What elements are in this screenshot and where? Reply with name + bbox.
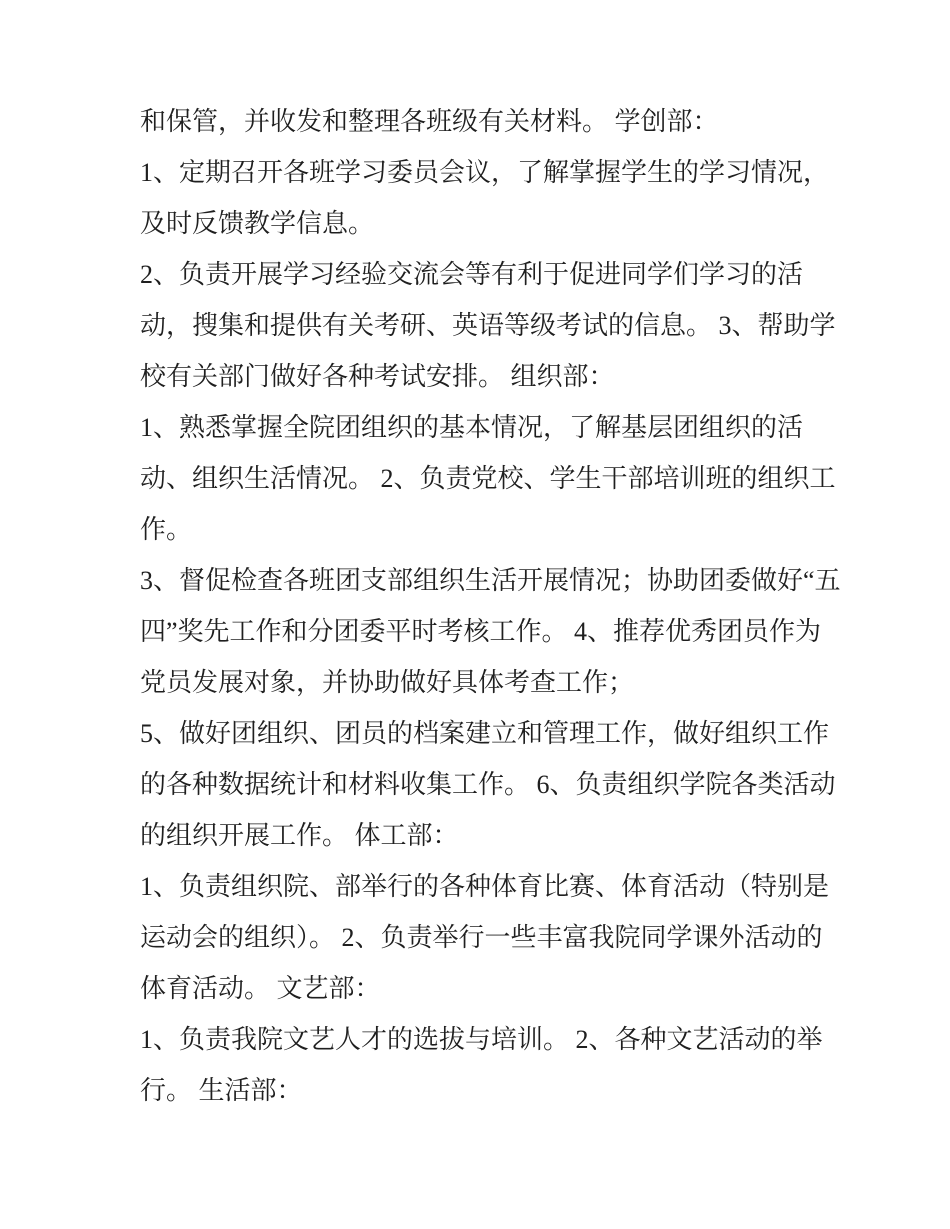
- text-line-6: 校有关部门做好各种考试安排。 组织部：: [140, 362, 615, 391]
- document-body: [140, 96, 841, 1116]
- text-line-10: 3、督促检查各班团支部组织生活开展情况；协助团委做好“五: [140, 566, 841, 595]
- text-line-11: 四”奖先工作和分团委平时考核工作。 4、推荐优秀团员作为: [140, 617, 822, 646]
- text-line-9: 作。: [140, 515, 193, 544]
- text-line-15: 的组织开展工作。 体工部：: [140, 821, 459, 850]
- text-line-19: 1、负责我院文艺人才的选拔与培训。 2、各种文艺活动的举: [140, 1025, 823, 1054]
- text-line-20: 行。 生活部：: [140, 1076, 303, 1105]
- text-line-13: 5、做好团组织、团员的档案建立和管理工作，做好组织工作: [140, 719, 830, 748]
- text-line-12: 党员发展对象，并协助做好具体考查工作；: [140, 668, 635, 697]
- text-line-1: 和保管，并收发和整理各班级有关材料。 学创部：: [140, 107, 719, 136]
- text-line-16: 1、负责组织院、部举行的各种体育比赛、体育活动（特别是: [140, 872, 830, 901]
- text-line-18: 体育活动。 文艺部：: [140, 974, 381, 1003]
- text-line-8: 动、组织生活情况。 2、负责党校、学生干部培训班的组织工: [140, 464, 836, 493]
- text-line-17: 运动会的组织）。 2、负责举行一些丰富我院同学课外活动的: [140, 923, 823, 952]
- text-line-14: 的各种数据统计和材料收集工作。 6、负责组织学院各类活动: [140, 770, 836, 799]
- text-line-2: 1、定期召开各班学习委员会议，了解掌握学生的学习情况，: [140, 158, 830, 187]
- text-line-3: 及时反馈教学信息。: [140, 209, 375, 238]
- text-line-5: 动，搜集和提供有关考研、英语等级考试的信息。 3、帮助学: [140, 311, 836, 340]
- text-line-4: 2、负责开展学习经验交流会等有利于促进同学们学习的活: [140, 260, 804, 289]
- text-line-7: 1、熟悉掌握全院团组织的基本情况，了解基层团组织的活: [140, 413, 804, 442]
